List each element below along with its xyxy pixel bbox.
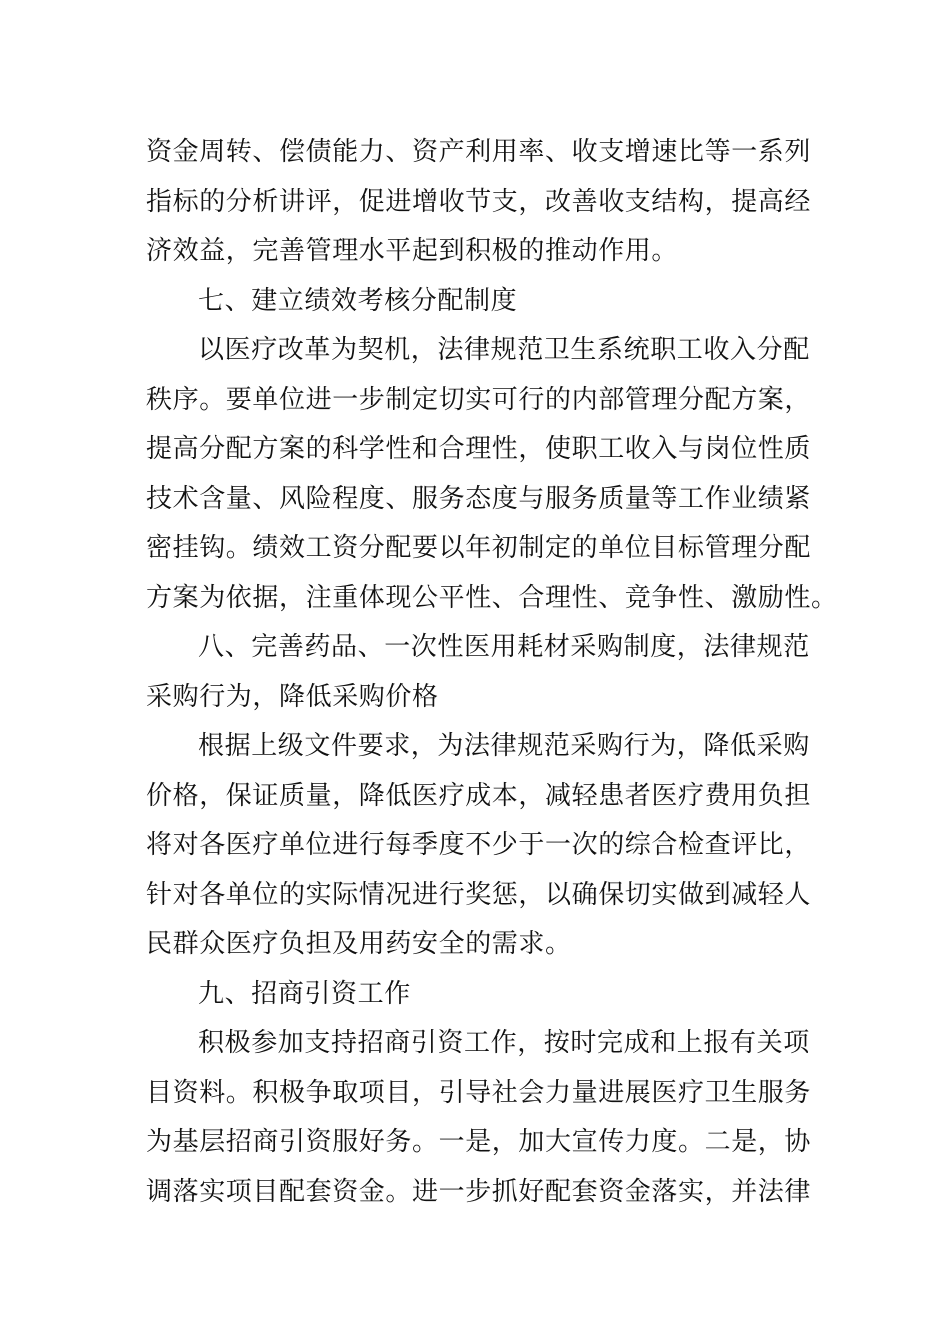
text-line: 八、完善药品、一次性医用耗材采购制度，法律规范 [198,632,810,662]
text-line: 技术含量、风险程度、服务态度与服务质量等工作业绩紧 [146,483,812,514]
text-line: 调落实项目配套资金。进一步抓好配套资金落实，并法律 [146,1176,812,1207]
text-line: 针对各单位的实际情况进行奖惩，以确保切实做到减轻人 [146,879,812,910]
text-line: 九、招商引资工作 [198,978,411,1009]
text-line: 积极参加支持招商引资工作，按时完成和上报有关项 [198,1028,810,1058]
text-line: 价格，保证质量，降低医疗成本，减轻患者医疗费用负担 [146,780,812,811]
text-line: 方案为依据，注重体现公平性、合理性、竞争性、激励性。 [146,582,838,613]
document-body [146,128,838,1217]
text-line: 济效益，完善管理水平起到积极的推动作用。 [146,236,679,266]
text-line: 以医疗改革为契机，法律规范卫生系统职工收入分配 [198,335,810,365]
text-line: 指标的分析讲评，促进增收节支，改善收支结构，提高经 [146,186,812,217]
text-line: 根据上级文件要求，为法律规范采购行为，降低采购 [198,731,810,761]
text-line: 目资料。积极争取项目，引导社会力量进展医疗卫生服务 [146,1077,812,1108]
text-line: 为基层招商引资服好务。一是，加大宣传力度。二是，协 [146,1127,812,1157]
text-line: 将对各医疗单位进行每季度不少于一次的综合检查评比， [146,830,812,860]
text-line: 秩序。要单位进一步制定切实可行的内部管理分配方案， [146,384,812,415]
text-line: 密挂钩。绩效工资分配要以年初制定的单位目标管理分配 [146,533,812,563]
text-line: 七、建立绩效考核分配制度 [198,285,518,316]
text-line: 采购行为，降低采购价格 [146,681,439,712]
text-line: 资金周转、偿债能力、资产利用率、收支增速比等一系列 [146,137,812,167]
text-line: 提高分配方案的科学性和合理性，使职工收入与岗位性质 [146,434,812,464]
text-line: 民群众医疗负担及用药安全的需求。 [146,929,572,959]
